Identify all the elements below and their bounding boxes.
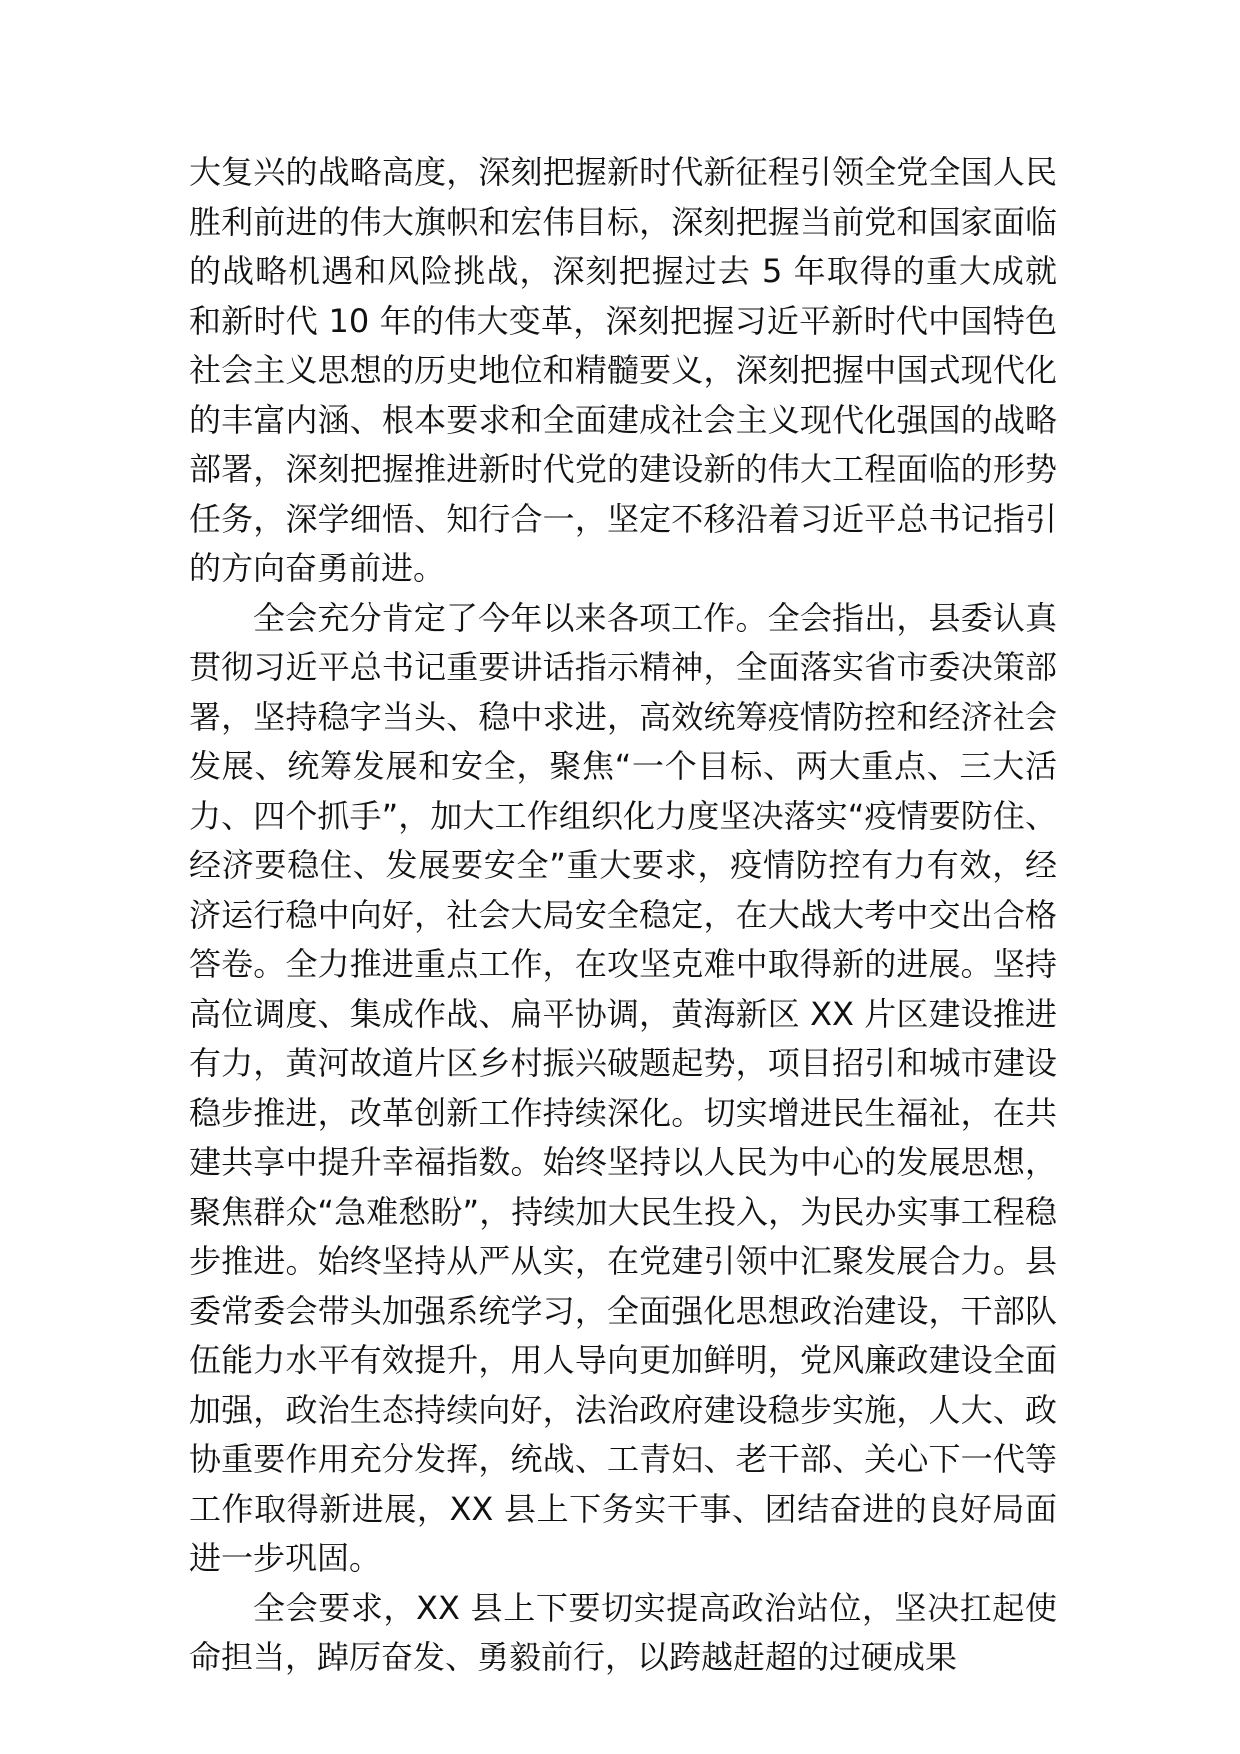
body-paragraph-1: 大复兴的战略高度，深刻把握新时代新征程引领全党全国人民胜利前进的伟大旗帜和宏伟目标，深刻把握当前党和国家面临的战略机遇和风险挑战，深刻把握过去 5 年取得的重大成就和新时代 10 年的伟大变革，深刻把握习近平新时代中国特色社会主义思想的历史地位和精髓要义，深刻把握中国式现代化的丰富内涵、根本要求和全面建成社会主义现代化强国的战略部署，深刻把握推进新时代党的建设新的伟大工程面临的形势任务，深学细悟、知行合一，坚定不移沿着习近平总书记指引的方向奋勇前进。 [189, 153, 1057, 587]
document-page [189, 148, 1057, 1683]
body-paragraph-3: 全会要求，XX 县上下要切实提高政治站位，坚决扛起使命担当，踔厉奋发、勇毅前行，以跨越赶超的过硬成果 [189, 1588, 1057, 1676]
body-paragraph-2: 全会充分肯定了今年以来各项工作。全会指出，县委认真贯彻习近平总书记重要讲话指示精神，全面落实省市委决策部署，坚持稳字当头、稳中求进，高效统筹疫情防控和经济社会发展、统筹发展和安全，聚焦“一个目标、两大重点、三大活力、四个抓手”，加大工作组织化力度坚决落实“疫情要防住、经济要稳住、发展要安全”重大要求，疫情防控有力有效，经济运行稳中向好，社会大局安全稳定，在大战大考中交出合格答卷。全力推进重点工作，在攻坚克难中取得新的进展。坚持高位调度、集成作战、扁平协调，黄海新区 XX 片区建设推进有力，黄河故道片区乡村振兴破题起势，项目招引和城市建设稳步推进，改革创新工作持续深化。切实增进民生福祉，在共建共享中提升幸福指数。始终坚持以人民为中心的发展思想，聚焦群众“急难愁盼”，持续加大民生投入，为民办实事工程稳步推进。始终坚持从严从实，在党建引领中汇聚发展合力。县委常委会带头加强系统学习，全面强化思想政治建设，干部队伍能力水平有效提升，用人导向更加鲜明，党风廉政建设全面加强，政治生态持续向好，法治政府建设稳步实施，人大、政协重要作用充分发挥，统战、工青妇、老干部、关心下一代等工作取得新进展，XX 县上下务实干事、团结奋进的良好局面进一步巩固。 [189, 598, 1057, 1577]
